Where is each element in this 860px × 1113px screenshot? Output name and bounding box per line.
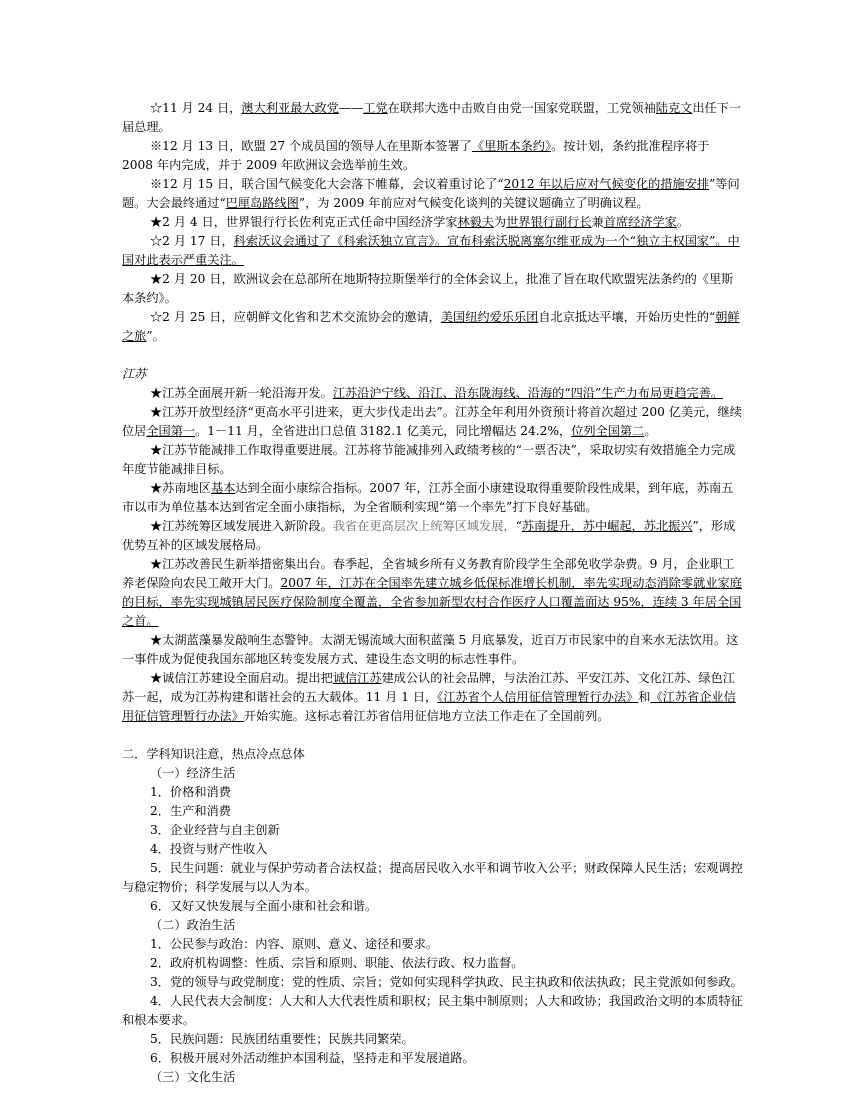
paragraph [122,137,744,175]
text-run: 全国第一 [146,424,196,438]
text-run: “ [515,519,522,533]
text-run: 朝鲜之旅 [122,310,740,343]
paragraph [122,270,744,308]
text-run: 《里斯本条约》 [471,139,552,153]
paragraph [122,669,744,726]
paragraph [122,441,744,479]
culture-subheading: （三）文化生活 [150,1070,236,1084]
text-run: 位列全国第二 [571,424,645,438]
text-run: 工党 [363,101,388,115]
text-run: ☆11 月 24 日， [150,101,242,115]
list-item: 6．又好又快发展与全面小康和社会和谐。 [150,899,378,913]
text-run: —— [338,101,364,115]
text-run: 科索沃议会通过了《科索沃独立宣言》。宣布科索沃脱离塞尔维亚成为一个“独立主权国家”。中国对此表示严重关注。 [122,234,740,267]
paragraph [122,232,744,270]
text-run: ★江苏节能减排工作取得重要进展。江苏将节能减排列入政绩考核的“一票否决”，采取切实有效措施全力完成年度节能减排目标。 [122,443,736,476]
text-run: ”，形成优势互补的区域发展格局。 [122,519,736,552]
text-run: 世界银行副行长 [506,215,592,229]
list-item: 1．价格和消费 [150,785,231,799]
text-run: 建成公认的社会品牌，与法治江苏、平安江苏、文化江苏、绿色江苏一起，成为江苏构建和谐社会的五大载体。11 月 1 日， [122,671,735,704]
list-item: 4．人民代表大会制度：人大和人大代表性质和职权；民主集中制原则；人大和政协；我国政治文明的本质特征和根本要求。 [122,994,743,1027]
text-run: 。按计划，条约批准程序将于 2008 年内完成，并于 2009 年欧洲议会选举前生效。 [122,139,710,172]
text-run: 我省在更高层次上统筹区域发展， [332,519,516,533]
jiangsu-events-list [122,384,744,726]
list-item: 6．积极开展对外活动维护本国利益，坚持走和平发展道路。 [150,1051,475,1065]
paragraph [122,99,744,137]
text-run: 在联邦大选中击败自由党一国家党联盟，工党领袖 [387,101,656,115]
text-run: 苏南提升，苏中崛起，苏北振兴 [521,519,693,533]
paragraph [122,403,744,441]
text-run: ★太湖蓝藻暴发敲响生态警钟。太湖无锡流域大面积蓝藻 5 月底暴发，近百万市民家中的自来水无法饮用。这一事件成为促使我国东部地区转变发展方式、建设生态文明的标志性事件。 [122,633,739,666]
text-run: 美国纽约爱乐乐团 [440,310,539,324]
text-run: 开始实施。这标志着江苏省信用征信地方立法工作走在了全国前列。 [243,709,610,723]
text-run: ”等问题。大会最终通过“ [122,177,740,210]
paragraph [122,517,744,555]
text-run: 达到全面小康综合指标。2007 年，江苏全面小康建设取得重要阶段性成果，到年底，苏南五市以市为单位基本达到省定全面小康指标，为全省顺利实现“第一个率先”打下良好基础。 [122,481,734,514]
paragraph [122,631,744,669]
text-run: ★江苏全面展开新一轮沿海开发。 [150,386,333,400]
text-run: ★诚信江苏建设全面启动。提出把 [150,671,333,685]
text-run: ※12 月 13 日，欧盟 27 个成员国的领导人在里斯本签署了 [150,139,472,153]
list-item: 2．生产和消费 [150,804,231,818]
list-item: 2．政府机构调整：性质、宗旨和原则、职能、依法行政、权力监督。 [150,956,524,970]
text-run: ☆2 月 17 日， [150,234,234,248]
text-run: 。 [644,424,657,438]
text-run: 为 [494,215,507,229]
text-run: ※12 月 15 日，联合国气候变化大会落下帷幕，会议着重讨论了“ [150,177,504,191]
text-run: ”，为 2009 年前应对气候变化谈判的关键议题确立了明确议程。 [298,196,649,210]
text-run: 澳大利亚最大政党 [241,101,339,115]
econ-list [122,783,744,916]
text-run: 诚信江苏 [332,671,382,685]
document-page [122,99,744,1087]
paragraph [122,213,744,232]
text-run: 出任下一届总理。 [122,101,742,134]
jiangsu-heading: 江苏 [122,367,147,381]
paragraph [122,479,744,517]
text-run: ★2 月 4 日，世界银行行长佐利克正式任命中国经济学家 [150,215,458,229]
text-run: ★江苏开放型经济“更高水平引进来，更大步伐走出去”。江苏全年利用外资预计将首次超过 200 亿美元，继续位居 [122,405,742,438]
text-run: 兼 [591,215,604,229]
text-run: 《江苏省个人信用征信管理暂行办法》 [437,690,639,704]
list-item: 5．民族问题：民族团结重要性；民族共同繁荣。 [150,1032,414,1046]
text-run: ★江苏改善民生新举措密集出台。春季起，全省城乡所有义务教育阶段学生全部免收学杂费。9 月，企业职工养老保险向农民工敞开大门。 [122,557,735,590]
paragraph [122,308,744,346]
text-run: 陆克文 [655,101,693,115]
text-run: 基本 [210,481,236,495]
politics-list [122,935,744,1068]
text-run: 首席经济学家 [603,215,677,229]
text-run: ★江苏统筹区域发展进入新阶段。 [150,519,333,533]
text-run: 和 [638,690,651,704]
text-run: ★苏南地区 [150,481,211,495]
text-run: 2007 年，江苏在全国率先建立城乡低保标准增长机制，率先实现动态消除零就业家庭的目标，率先实现城镇居民医疗保险制度全覆盖，全省参加新型农村合作医疗人口覆盖面达 95%，连续 3 年居全国之首。 [122,576,742,628]
text-run: ”。 [146,329,165,343]
paragraph [122,384,744,403]
world-events-list [122,99,744,346]
list-item: 3．企业经营与自主创新 [150,823,280,837]
text-run: 。 [676,215,690,229]
paragraph [122,555,744,631]
section2-heading: 二．学科知识注意，热点冷点总体 [122,747,305,761]
text-run: 巴厘岛路线图 [225,196,299,210]
text-run: 。1－11 月，全省进出口总值 3182.1 亿美元，同比增幅达 24.2%， [195,424,572,438]
text-run: ☆2 月 25 日，应朝鲜文化省和艺术交流协会的邀请， [150,310,441,324]
list-item: 5．民生问题：就业与保护劳动者合法权益；提高居民收入水平和调节收入公平；财政保障人民生活；宏观调控与稳定物价；科学发展与以人为本。 [122,861,743,894]
text-run: 林毅夫 [457,215,495,229]
text-run: 江苏沿沪宁线、沿江、沿东陇海线、沿海的“四沿”生产力布局更趋完善。 [332,386,724,400]
list-item: 3．党的领导与政党制度：党的性质、宗旨；党如何实现科学执政、民主执政和依法执政；民主党派如何参政。 [150,975,743,989]
politics-subheading: （二）政治生活 [150,918,236,932]
text-run: ★2 月 20 日，欧洲议会在总部所在地斯特拉斯堡举行的全体会议上，批准了旨在取代欧盟宪法条约的《里斯本条约》。 [122,272,734,305]
list-item: 1．公民参与政治：内容、原则、意义、途径和要求。 [150,937,439,951]
econ-subheading: （一）经济生活 [150,766,236,780]
paragraph [122,175,744,213]
text-run: 《江苏省企业信用征信管理暂行办法》 [122,690,736,723]
text-run: 自北京抵达平壤，开始历史性的“ [538,310,716,324]
text-run: 2012 年以后应对气候变化的措施安排 [503,177,710,191]
list-item: 4．投资与财产性收入 [150,842,268,856]
